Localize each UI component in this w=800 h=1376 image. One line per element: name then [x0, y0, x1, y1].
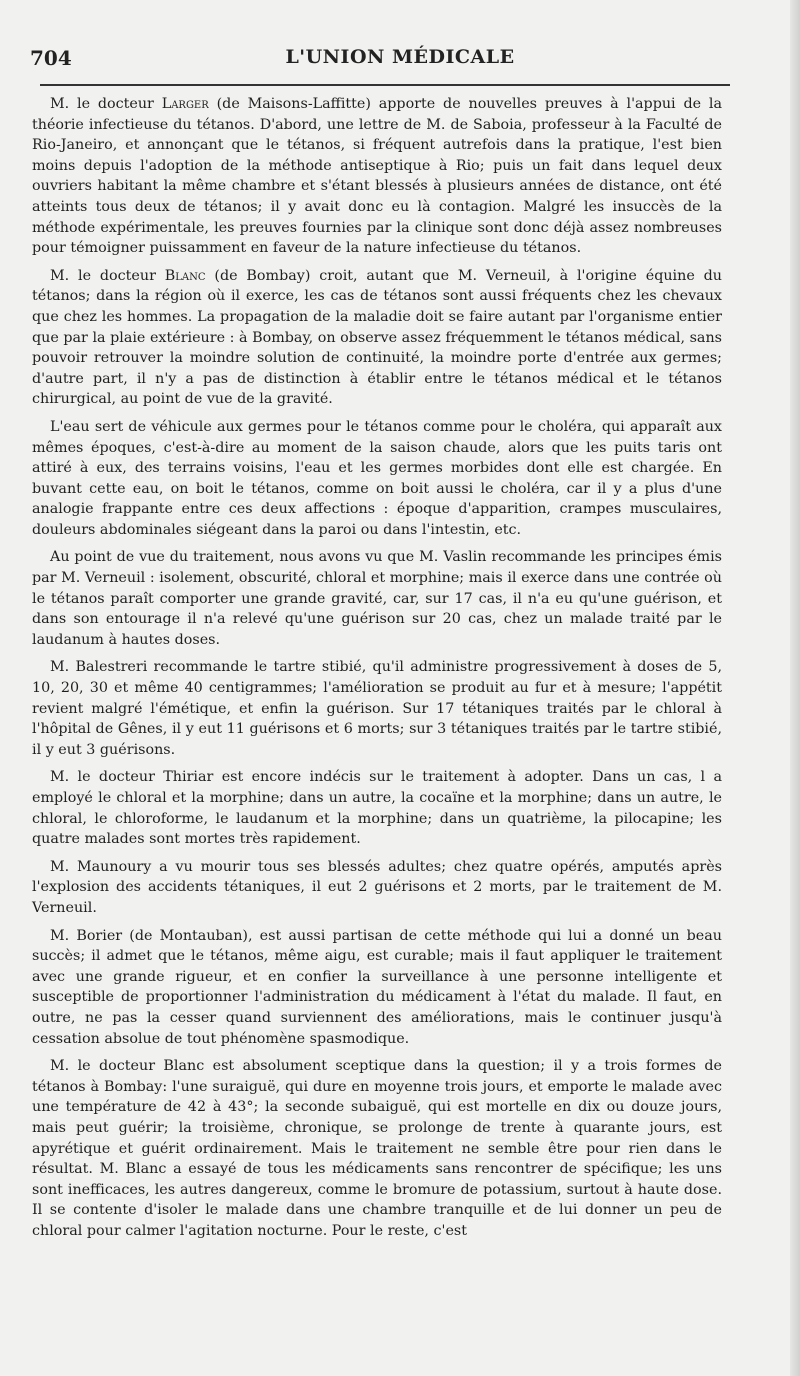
- paragraph: L'eau sert de véhicule aux germes pour le tétanos comme pour le choléra, qui apparaît aux mêmes époques, c'est-à-dire au moment de la saison chaude, alors que les puits taris ont attiré à eux, des terrains voisins, l'eau et les germes morbides dont elle est chargée. En buvant cette eau, on boit le tétanos, comme on boit aussi le choléra, car il y a plus d'une analogie frappante entre ces deux affections : époque d'apparition, crampes musculaires, douleurs abdominales siégeant dans la paroi ou dans l'intestin, etc.: [32, 418, 722, 538]
- header-rule: [40, 84, 730, 86]
- scan-edge: [790, 0, 800, 1376]
- paragraph: M. Balestreri recommande le tartre stibié, qu'il administre progressivement à doses de 5, 10, 20, 30 et même 40 centigrammes; l'amélioration se produit au fur et à mesure; l'appétit revient malgré l'émétique, et enfin la guérison. Sur 17 tétaniques traités par le chloral à l'hôpital de Gênes, il y eut 11 guérisons et 6 morts; sur 3 tétaniques traités par le tartre stibié, il y eut 3 guérisons.: [32, 659, 722, 758]
- paragraph: M. le docteur Larger (de Maisons-Laffitte) apporte de nouvelles preuves à l'appui de la théorie infectieuse du tétanos. D'abord, une lettre de M. de Saboia, professeur à la Faculté de Rio-Janeiro, et annonçant que le tétanos, si fréquent autrefois dans la pratique, l'est bien moins depuis l'adoption de la méthode antiseptique à Rio; puis un fait dans lequel deux ouvriers habitant la même chambre et s'étant blessés à plusieurs années de distance, ont été atteints tous deux de tétanos; il y avait donc eu là contagion. Malgré les insuccès de la méthode expérimentale, les preuves fournies par la clinique sont donc déjà assez nombreuses pour témoigner puissamment en faveur de la nature infectieuse du tétanos.: [32, 96, 722, 257]
- paragraph: M. le docteur Blanc (de Bombay) croit, autant que M. Verneuil, à l'origine équine du tétanos; dans la région où il exerce, les cas de tétanos sont aussi fréquents chez les chevaux que chez les hommes. La propagation de la maladie doit se faire autant par l'organisme entier que par la plaie extérieure : à Bombay, on observe assez fréquemment le tétanos médical, sans pouvoir retrouver la moindre solution de continuité, la moindre porte d'entrée aux germes; d'autre part, il n'y a pas de distinction à établir entre le tétanos médical et le tétanos chirurgical, au point de vue de la gravité.: [32, 267, 722, 408]
- surname-larger: Larger: [161, 96, 209, 112]
- running-header: [30, 46, 770, 78]
- paragraph: Au point de vue du traitement, nous avons vu que M. Vaslin recommande les principes émis par M. Verneuil : isolement, obscurité, chloral et morphine; mais il exerce dans une contrée où le tétanos paraît comporter une grande gravité, car, sur 17 cas, il n'a eu qu'une guérison, et dans son entourage il n'a relevé qu'une guérison sur 20 cas, chez un malade traité par le laudanum à hautes doses.: [32, 549, 722, 648]
- surname-blanc: Blanc: [164, 267, 206, 284]
- journal-title: L'UNION MÉDICALE: [285, 46, 515, 68]
- paragraph: M. le docteur Thiriar est encore indécis sur le traitement à adopter. Dans un cas, l a employé le chloral et la morphine; dans un autre, la cocaïne et la morphine; dans un autre, le chloral, le chloroforme, le laudanum et la morphine; dans un quatrième, la pilocapine; les quatre malades sont mortes très rapidement.: [32, 769, 722, 848]
- article-body: [32, 94, 722, 1248]
- paragraph: M. Maunoury a vu mourir tous ses blessés adultes; chez quatre opérés, amputés après l'explosion des accidents tétaniques, il eut 2 guérisons et 2 morts, par le traitement de M. Verneuil.: [32, 858, 722, 916]
- paragraph: M. le docteur Blanc est absolument sceptique dans la question; il y a trois formes de tétanos à Bombay: l'une suraiguë, qui dure en moyenne trois jours, et emporte le malade avec une température de 42 à 43°; la seconde subaiguë, qui est mortelle en dix ou douze jours, mais peut guérir; la troisième, chronique, se prolonge de trente à quarante jours, est apyrétique et guérit ordinairement. Mais le traitement ne semble être pour rien dans le résultat. M. Blanc a essayé de tous les médicaments sans rencontrer de spécifique; les uns sont inefficaces, les autres dangereux, comme le bromure de potassium, surtout à haute dose. Il se contente d'isoler le malade dans une chambre tranquille et de lui donner un peu de chloral pour calmer l'agitation nocturne. Pour le reste, c'est: [32, 1058, 722, 1239]
- page-number: 704: [30, 46, 72, 70]
- paragraph: M. Borier (de Montauban), est aussi partisan de cette méthode qui lui a donné un beau succès; il admet que le tétanos, même aigu, est curable; mais il faut appliquer le traitement avec une grande rigueur, et en confier la surveillance à une personne intelligente et susceptible de proportionner l'administration du médicament à l'état du malade. Il faut, en outre, ne pas la cesser quand surviennent des améliorations, mais le continuer jusqu'à cessation absolue de tout phénomène spasmodique.: [32, 927, 722, 1047]
